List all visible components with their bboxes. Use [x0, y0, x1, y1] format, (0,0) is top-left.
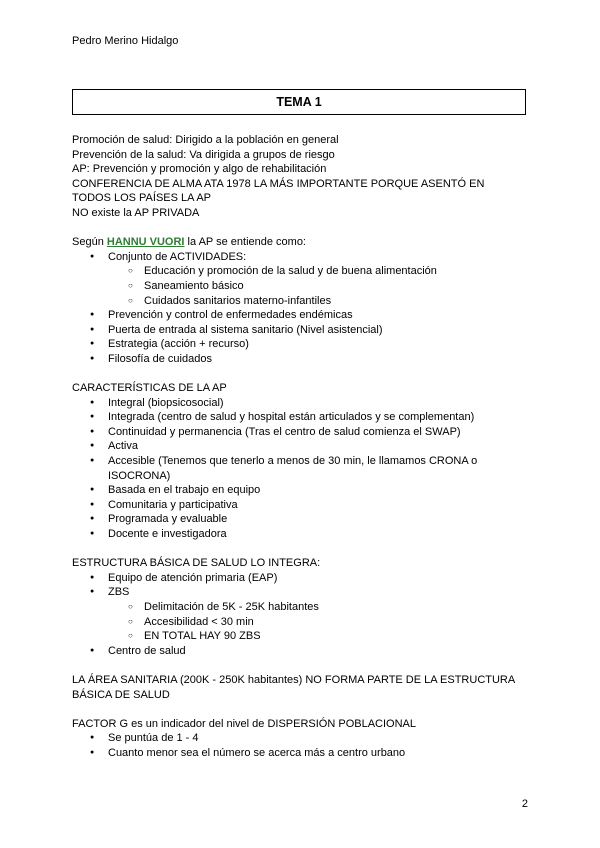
list-item: ● Filosofía de cuidados: [72, 352, 532, 367]
intro-line: NO existe la AP PRIVADA: [72, 206, 200, 219]
segun-paragraph: [72, 235, 532, 250]
estructura-heading: ESTRUCTURA BÁSICA DE SALUD LO INTEGRA:: [72, 557, 321, 570]
sub-list-item: ○ Saneamiento básico: [72, 279, 532, 294]
list-item: ● Estrategia (acción + recurso): [72, 337, 532, 352]
list-item: ● Equipo de atención primaria (EAP): [72, 571, 532, 586]
factor-g-heading: FACTOR G es un indicador del nivel de DISPERSIÓN POBLACIONAL: [72, 717, 416, 730]
list-item: ● Se puntúa de 1 - 4: [72, 731, 532, 746]
area-sanitaria-line: BÁSICA DE SALUD: [72, 688, 170, 701]
segun-list-rest: [72, 308, 532, 366]
caracteristicas-heading: CARACTERÍSTICAS DE LA AP: [72, 382, 227, 395]
document-body: [72, 133, 532, 761]
intro-line: AP: Prevención y promoción y algo de rehabilitación: [72, 163, 327, 176]
segun-prefix: Según: [72, 236, 107, 249]
page-header-author: Pedro Merino Hidalgo: [72, 35, 179, 47]
caracteristicas-list: [72, 396, 532, 542]
sub-list-item: ○ Delimitación de 5K - 25K habitantes: [72, 600, 532, 615]
list-item: ● Puerta de entrada al sistema sanitario (Nivel asistencial): [72, 323, 532, 338]
estructura-list: [72, 571, 532, 600]
intro-section: [72, 133, 532, 221]
list-item: ● Integrada (centro de salud y hospital están articulados y se complementan): [72, 410, 532, 425]
segun-list: [72, 250, 532, 265]
list-item: ● Activa: [72, 439, 532, 454]
intro-line: Prevención de la salud: Va dirigida a grupos de riesgo: [72, 148, 335, 161]
list-item: ● Integral (biopsicosocial): [72, 396, 532, 411]
page-number: 2: [521, 798, 528, 810]
list-item: ● Centro de salud: [72, 644, 532, 659]
page-title-box: [72, 89, 526, 115]
estructura-list-rest: [72, 644, 532, 659]
sub-list-item: ○ Educación y promoción de la salud y de buena alimentación: [72, 264, 532, 279]
factor-g-list: [72, 731, 532, 760]
list-item: ● Docente e investigadora: [72, 527, 532, 542]
intro-line: TODOS LOS PAÍSES LA AP: [72, 192, 211, 205]
zbs-sublist: [72, 600, 532, 644]
list-item: ● Programada y evaluable: [72, 512, 532, 527]
list-item: ● Basada en el trabajo en equipo: [72, 483, 532, 498]
list-item: ● ZBS: [72, 585, 532, 600]
sub-list-item: ○ Cuidados sanitarios materno-infantiles: [72, 294, 532, 309]
list-item: ● Comunitaria y participativa: [72, 498, 532, 513]
sub-list-item: ○ EN TOTAL HAY 90 ZBS: [72, 629, 532, 644]
list-item: ● Accesible (Tenemos que tenerlo a menos de 30 min, le llamamos CRONA o ISOCRONA): [72, 454, 483, 483]
list-item: ● Conjunto de ACTIVIDADES:: [72, 250, 532, 265]
intro-line: Promoción de salud: Dirigido a la población en general: [72, 134, 339, 146]
actividades-sublist: [72, 264, 532, 308]
page-title: TEMA 1: [276, 95, 322, 109]
hannu-vuori-link[interactable]: HANNU VUORI: [106, 236, 185, 249]
list-item: ● Continuidad y permanencia (Tras el centro de salud comienza el SWAP): [72, 425, 532, 440]
list-item: ● Prevención y control de enfermedades endémicas: [72, 308, 532, 323]
sub-list-item: ○ Accesibilidad < 30 min: [72, 615, 532, 630]
list-item: ● Cuanto menor sea el número se acerca más a centro urbano: [72, 746, 532, 761]
segun-suffix: la AP se entiende como:: [184, 236, 306, 249]
area-sanitaria-line: LA ÁREA SANITARIA (200K - 250K habitantes) NO FORMA PARTE DE LA ESTRUCTURA: [72, 673, 516, 686]
intro-line: CONFERENCIA DE ALMA ATA 1978 LA MÁS IMPORTANTE PORQUE ASENTÓ EN: [72, 177, 485, 190]
